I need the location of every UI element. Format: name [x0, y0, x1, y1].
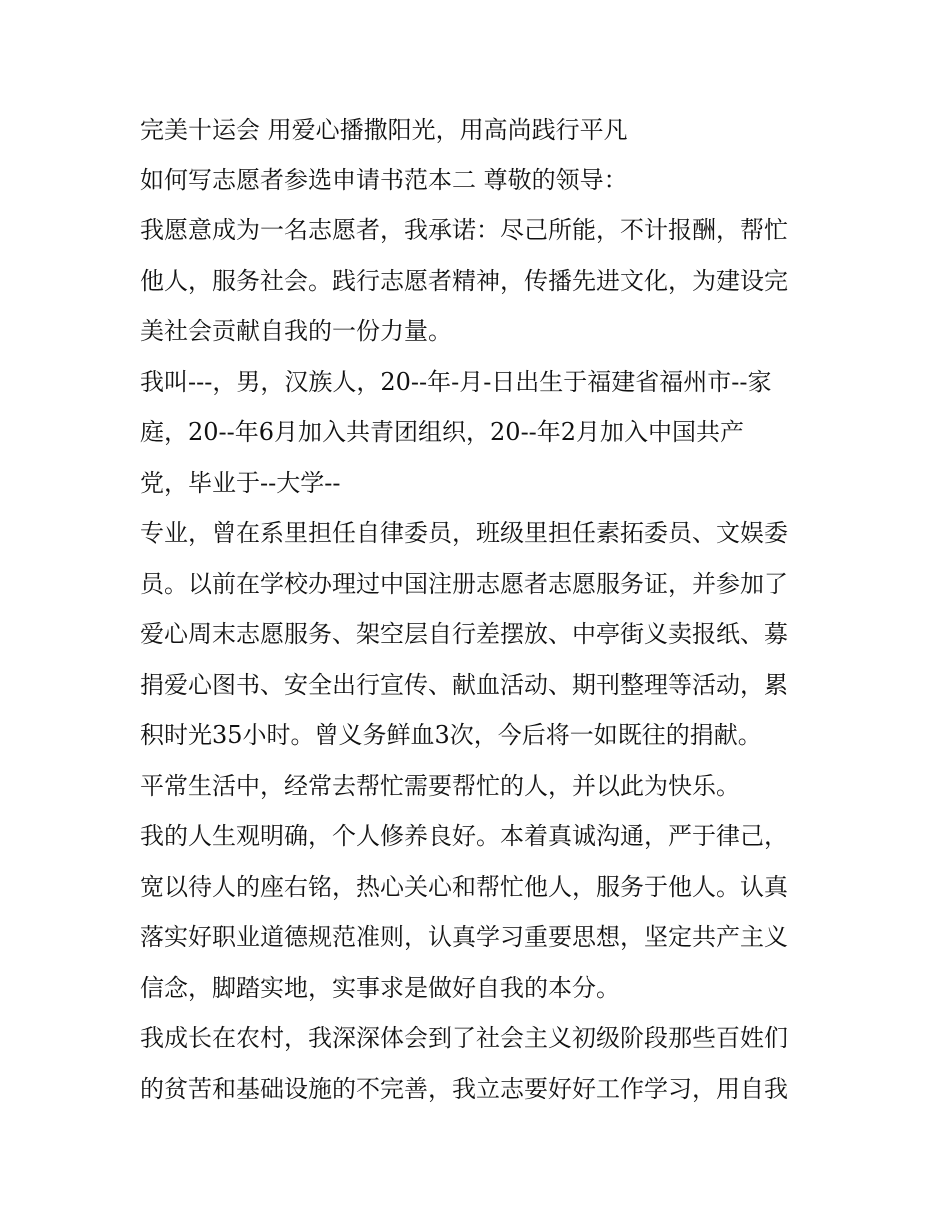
text-line: 爱心周末志愿服务、架空层自行差摆放、中亭街义卖报纸、募: [140, 620, 788, 648]
text-line: 捐爱心图书、安全出行宣传、献血活动、期刊整理等活动，累: [140, 671, 788, 699]
text-line: 党，毕业于--大学--: [140, 469, 341, 497]
text-line: 专业，曾在系里担任自律委员，班级里担任素拓委员、文娱委: [140, 519, 788, 547]
text-line: 他人，服务社会。践行志愿者精神，传播先进文化，为建设完: [140, 267, 788, 295]
text-line: 我愿意成为一名志愿者，我承诺：尽己所能，不计报酬，帮忙: [140, 216, 788, 244]
text-line: 的贫苦和基础设施的不完善，我立志要好好工作学习，用自我: [140, 1075, 788, 1103]
text-line: 我叫---，男，汉族人，20--年-月-日出生于福建省福州市--家: [140, 368, 772, 396]
text-line: 庭，20--年6月加入共青团组织，20--年2月加入中国共产: [140, 418, 745, 446]
text-line: 完美十运会 用爱心播撒阳光，用高尚践行平凡: [140, 116, 628, 144]
text-line: 员。以前在学校办理过中国注册志愿者志愿服务证，并参加了: [140, 570, 788, 598]
text-line: 我的人生观明确，个人修养良好。本着真诚沟通，严于律己，: [140, 822, 788, 850]
text-line: 美社会贡献自我的一份力量。: [140, 317, 452, 345]
text-line: 平常生活中，经常去帮忙需要帮忙的人，并以此为快乐。: [140, 772, 740, 800]
text-line: 宽以待人的座右铭，热心关心和帮忙他人，服务于他人。认真: [140, 873, 788, 901]
text-line: 落实好职业道德规范准则，认真学习重要思想，坚定共产主义: [140, 923, 788, 951]
text-line: 积时光35小时。曾义务鲜血3次，今后将一如既往的捐献。: [140, 721, 762, 749]
text-line: 我成长在农村，我深深体会到了社会主义初级阶段那些百姓们: [140, 1024, 788, 1052]
text-line: 信念，脚踏实地，实事求是做好自我的本分。: [140, 974, 620, 1002]
text-line: 如何写志愿者参选申请书范本二 尊敬的领导：: [140, 166, 628, 194]
